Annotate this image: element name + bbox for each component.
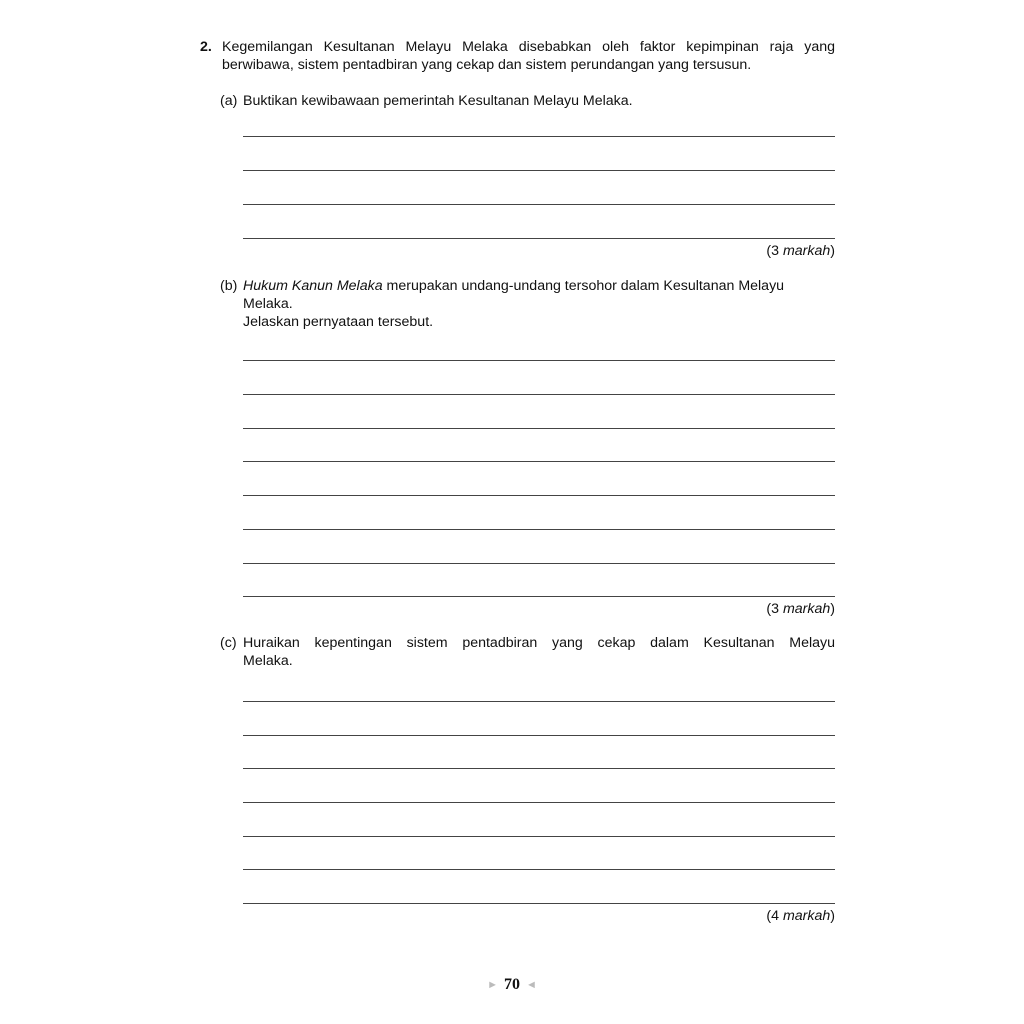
answer-line: [243, 495, 835, 496]
answer-line: [243, 204, 835, 205]
marks-close: ): [830, 601, 835, 617]
part-c-text-line1: Huraikan kepentingan sistem pentadbiran yang cekap dalam Kesultanan Melayu: [243, 635, 835, 651]
answer-line: [243, 563, 835, 564]
answer-line: [243, 802, 835, 803]
part-c-marks: [766, 907, 835, 925]
left-triangle-icon: ◄: [526, 979, 537, 991]
answer-line: [243, 428, 835, 429]
answer-line: [243, 701, 835, 702]
marks-word: markah: [782, 908, 831, 924]
question-number: 2.: [200, 39, 212, 55]
marks-close: ): [830, 243, 835, 259]
question-stem-line1: Kegemilangan Kesultanan Melayu Melaka disebabkan oleh faktor kepimpinan raja yang: [222, 39, 835, 55]
part-a-label: (a): [220, 93, 238, 109]
part-b-label: (b): [220, 278, 238, 294]
answer-line: [243, 529, 835, 530]
part-b-text-line1: [243, 277, 784, 295]
answer-line: [243, 768, 835, 769]
part-a-marks: [766, 242, 835, 260]
marks-num: (3: [766, 243, 783, 259]
page-footer: [0, 976, 1024, 994]
answer-line: [243, 136, 835, 137]
answer-line: [243, 735, 835, 736]
part-c-text-line2: Melaka.: [243, 653, 293, 669]
marks-word: markah: [782, 243, 831, 259]
marks-word: markah: [782, 601, 831, 617]
answer-line: [243, 596, 835, 597]
answer-line: [243, 394, 835, 395]
part-b-text-line3: Jelaskan pernyataan tersebut.: [243, 314, 434, 330]
page-number: 70: [504, 976, 520, 993]
marks-close: ): [830, 908, 835, 924]
answer-line: [243, 836, 835, 837]
part-b-italic: Hukum Kanun Melaka: [243, 278, 383, 294]
part-b-rest: merupakan undang-undang tersohor dalam Kesultanan Melayu: [382, 278, 785, 294]
answer-line: [243, 903, 835, 904]
answer-line: [243, 360, 835, 361]
answer-line: [243, 238, 835, 239]
right-triangle-icon: ►: [487, 979, 498, 991]
marks-num: (4: [766, 908, 783, 924]
part-c-label: (c): [220, 635, 237, 651]
part-a-text: Buktikan kewibawaan pemerintah Kesultanan Melayu Melaka.: [243, 93, 633, 109]
marks-num: (3: [766, 601, 783, 617]
answer-line: [243, 869, 835, 870]
answer-line: [243, 461, 835, 462]
answer-line: [243, 170, 835, 171]
part-b-marks: [766, 600, 835, 618]
question-stem-line2: berwibawa, sistem pentadbiran yang cekap dan sistem perundangan yang tersusun.: [222, 57, 752, 73]
part-b-text-line2: Melaka.: [243, 296, 293, 312]
